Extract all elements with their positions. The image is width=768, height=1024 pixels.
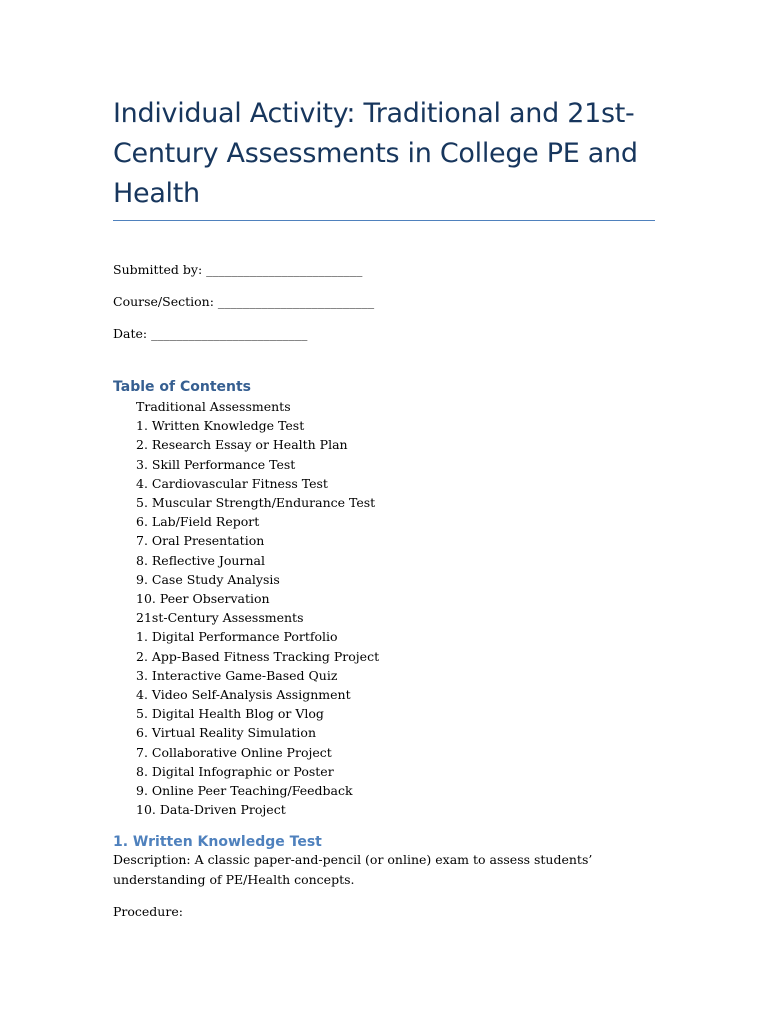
toc-heading: Table of Contents	[113, 379, 252, 395]
toc-item: 8. Reflective Journal	[136, 552, 265, 568]
toc-item: 2. App-Based Fitness Tracking Project	[136, 648, 380, 664]
toc-item: 8. Digital Infographic or Poster	[136, 763, 334, 779]
toc-item: 9. Case Study Analysis	[136, 571, 280, 587]
toc-item: 1. Written Knowledge Test	[136, 418, 305, 434]
toc-item: 2. Research Essay or Health Plan	[136, 437, 348, 453]
toc-group-traditional: Traditional Assessments	[136, 399, 291, 414]
toc-item: 4. Video Self-Analysis Assignment	[136, 687, 351, 703]
date-label: Date:	[113, 326, 148, 341]
procedure-label: Procedure:	[113, 904, 183, 919]
date-blank: _________________________	[151, 326, 308, 341]
toc-item: 3. Interactive Game-Based Quiz	[136, 667, 338, 683]
date-field	[113, 326, 307, 342]
toc-item: 4. Cardiovascular Fitness Test	[136, 475, 328, 491]
course-section-label: Course/Section:	[113, 294, 214, 309]
submitted-by-blank: _________________________	[206, 262, 363, 277]
document-title: Individual Activity: Traditional and 21st-Century Assessments in College PE and Health	[113, 98, 638, 209]
toc-item: 7. Collaborative Online Project	[136, 744, 332, 760]
title-underline	[113, 220, 655, 221]
submitted-by-label: Submitted by:	[113, 262, 203, 277]
toc-item: 10. Peer Observation	[136, 591, 270, 607]
toc-item: 5. Muscular Strength/Endurance Test	[136, 495, 376, 511]
course-section-blank: _________________________	[217, 294, 375, 309]
toc-group-21st-century: 21st-Century Assessments	[136, 610, 304, 626]
course-section-field	[113, 294, 374, 310]
toc-item: 6. Lab/Field Report	[136, 514, 260, 530]
toc-item: 6. Virtual Reality Simulation	[136, 725, 317, 741]
toc-item: 3. Skill Performance Test	[136, 456, 296, 472]
submitted-by-field	[113, 262, 362, 278]
toc-item: 1. Digital Performance Portfolio	[136, 629, 338, 645]
toc-item: 7. Oral Presentation	[136, 533, 265, 549]
section-heading-written-knowledge-test: 1. Written Knowledge Test	[113, 834, 322, 850]
toc-item: 5. Digital Health Blog or Vlog	[136, 706, 324, 722]
toc-list	[136, 397, 379, 819]
toc-item: 10. Data-Driven Project	[136, 802, 286, 818]
toc-item: 9. Online Peer Teaching/Feedback	[136, 783, 353, 799]
section-description: Description: A classic paper-and-pencil (or online) exam to assess students’ understanding of PE/Health concepts.	[113, 852, 593, 887]
